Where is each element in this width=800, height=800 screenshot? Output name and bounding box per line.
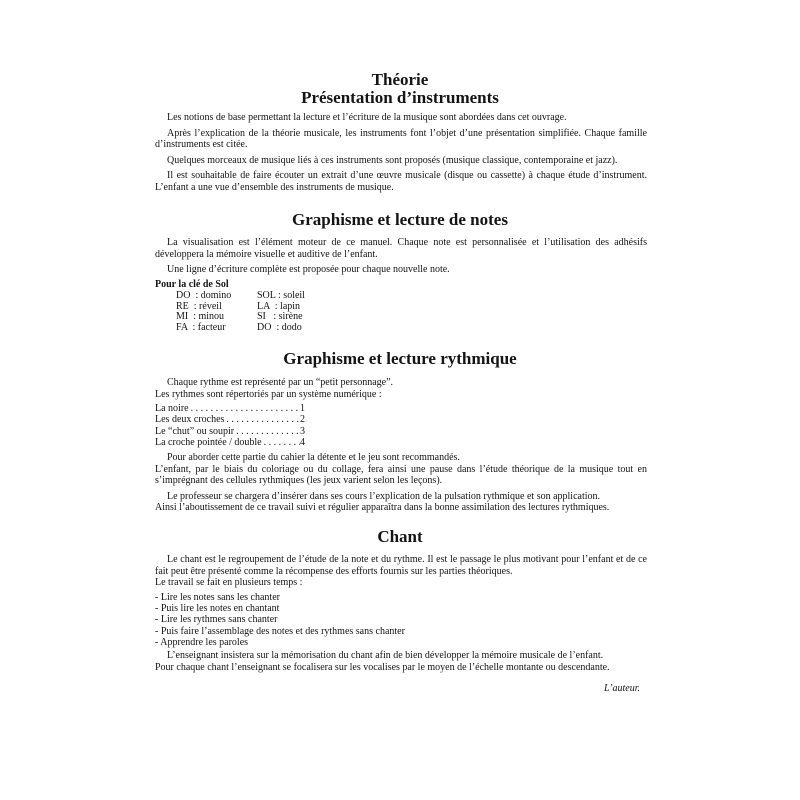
list-item (176, 323, 305, 334)
note-left: DO : domino (176, 290, 232, 301)
theorie-text (155, 112, 647, 194)
list-item: - Lire les notes sans les chanter (155, 592, 280, 603)
rythme-label: Le “chut” ou soupir (155, 425, 235, 437)
author-signature: L’auteur. (604, 683, 641, 694)
chant-paragraph-1: Le chant est le regroupement de l’étude de la note et du rythme. Il est le passage le plus motivant pour l’enfant et de ce fait peut être présenté comme la récompense des efforts fournis sur les parties théoriques. (155, 554, 647, 577)
rythme-paragraph-2a: Le professeur se chargera d’insérer dans ses cours l’explication de la pulsation rythmique et son application. (167, 490, 601, 502)
rythmes-list (155, 403, 305, 449)
chant-closing (155, 650, 647, 673)
list-item (155, 414, 305, 425)
cle-de-sol-label: Pour la clé de Sol (155, 279, 229, 290)
section-heading-notes: Graphisme et lecture de notes (292, 210, 508, 229)
leader-dots (234, 426, 300, 437)
notes-paragraph-1: La visualisation est l’élément moteur de ce manuel. Chaque note est personnalisée et l’utilisation des adhésifs développera la mémoire visuelle et auditive de l’enfant. (155, 237, 647, 260)
rythme-intro (155, 377, 647, 400)
chant-paragraph-2a: L’enseignant insistera sur la mémorisation du chant afin de bien développer la mémoire musicale de l’enfant. (167, 650, 604, 661)
list-item: - Lire les rythmes sans chanter (155, 614, 278, 626)
note-left: MI : minou (176, 311, 225, 323)
leader-dots (262, 437, 300, 448)
section-subtitle-presentation: Présentation d’instruments (301, 88, 499, 107)
notes-paragraph-2: Une ligne d’écriture complète est proposée pour chaque nouvelle note. (167, 264, 450, 276)
rythme-number: 1 (300, 403, 305, 414)
list-item (155, 437, 305, 448)
section-title-theorie: Théorie (371, 70, 429, 89)
chant-paragraph-2b: Pour chaque chant l’enseignant se focalisera sur les vocalises par le moyen de l’échelle montante ou descendante. (155, 661, 610, 673)
rythme-paragraph-1b: L’enfant, par le biais du coloriage ou du collage, fera ainsi une pause dans l’étude théorique de la musique tout en s’imprégnant des cellules rythmiques (les jeux varient selon les leçons). (155, 463, 647, 487)
list-item: - Apprendre les paroles (155, 636, 249, 648)
theorie-paragraph-3: Quelques morceaux de musique liés à ces instruments sont proposés (musique classique, contemporaine et jazz). (167, 154, 618, 166)
rythme-intro-2: Les rythmes sont répertoriés par un système numérique : (155, 388, 382, 400)
note-right: DO : dodo (257, 322, 302, 334)
rythme-label: La noire (155, 403, 189, 414)
note-left: RE : réveil (176, 300, 222, 312)
notes-text (155, 237, 647, 276)
rythme-number: 2 (300, 414, 305, 426)
rythme-label: Les deux croches (155, 414, 225, 426)
note-left: FA : facteur (176, 322, 226, 334)
list-item (155, 426, 305, 437)
note-right: LA : lapin (257, 300, 301, 312)
list-item: - Puis faire l’assemblage des notes et des rythmes sans chanter (155, 625, 405, 637)
rythme-paragraph-2b: Ainsi l’aboutissement de ce travail suivi et régulier apparaîtra dans la bonne assimilation des lectures rythmiques. (155, 502, 610, 514)
rythme-number: 3 (300, 425, 305, 437)
rythme-text (155, 452, 647, 514)
section-heading-chant: Chant (377, 527, 423, 546)
rythme-number: 4 (300, 437, 305, 449)
notes-list (176, 291, 305, 334)
theorie-paragraph-4: Il est souhaitable de faire écouter un extrait d’une œuvre musicale (disque ou cassette) à chaque étude d’instrument. L’enfant a une vue d’ensemble des instruments de musique. (155, 170, 647, 193)
section-heading-rythme: Graphisme et lecture rythmique (283, 349, 517, 368)
leader-dots (224, 414, 300, 425)
list-item: - Puis lire les notes en chantant (155, 603, 280, 615)
list-item (155, 403, 305, 414)
chant-steps-list (155, 592, 405, 648)
chant-paragraph-1b: Le travail se fait en plusieurs temps : (155, 577, 303, 589)
note-right: SOL : soleil (257, 290, 305, 301)
note-right: SI : sirène (257, 311, 303, 323)
theorie-paragraph-1: Les notions de base permettant la lecture et l’écriture de la musique sont abordées dans cet ouvrage. (167, 112, 567, 123)
theorie-paragraph-2: Après l’explication de la théorie musicale, les instruments font l’objet d’une présentation simplifiée. Chaque famille d’instruments est citée. (155, 127, 647, 151)
rythme-label: La croche pointée / double (155, 437, 262, 449)
rythme-intro-1: Chaque rythme est représenté par un “petit personnage”. (167, 377, 394, 388)
chant-text (155, 554, 647, 589)
leader-dots (189, 403, 300, 414)
rythme-paragraph-1a: Pour aborder cette partie du cahier la détente et le jeu sont recommandés. (167, 452, 460, 463)
